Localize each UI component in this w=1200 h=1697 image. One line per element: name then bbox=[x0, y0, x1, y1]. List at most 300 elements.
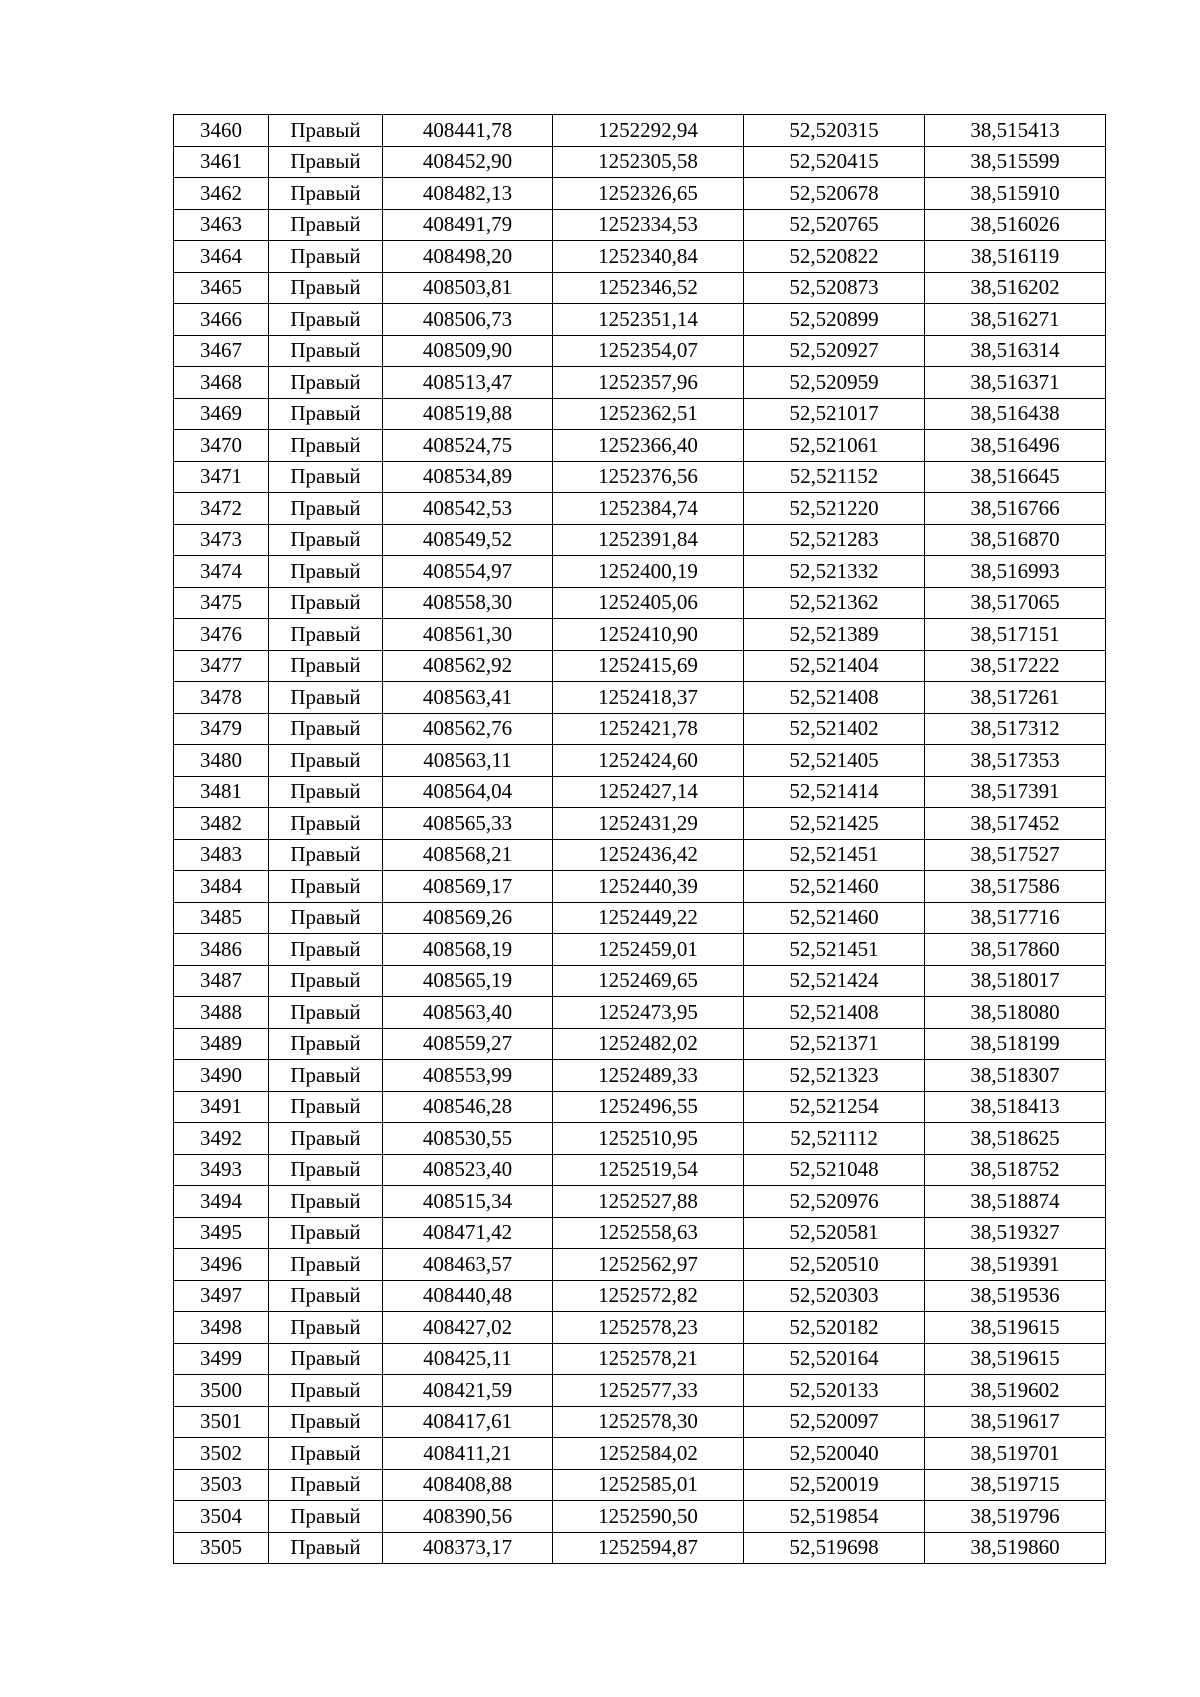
table-row bbox=[174, 808, 1106, 840]
point-number-cell: 3482 bbox=[174, 808, 269, 840]
side-cell: Правый bbox=[269, 839, 383, 871]
point-number-cell: 3488 bbox=[174, 997, 269, 1029]
x-coordinate-cell: 408452,90 bbox=[383, 146, 553, 178]
side-cell: Правый bbox=[269, 934, 383, 966]
longitude-cell: 38,515910 bbox=[925, 178, 1106, 210]
point-number-cell: 3478 bbox=[174, 682, 269, 714]
point-number-cell: 3465 bbox=[174, 272, 269, 304]
x-coordinate-cell: 408563,41 bbox=[383, 682, 553, 714]
table-row bbox=[174, 1280, 1106, 1312]
y-coordinate-cell: 1252415,69 bbox=[553, 650, 744, 682]
point-number-cell: 3460 bbox=[174, 115, 269, 147]
side-cell: Правый bbox=[269, 902, 383, 934]
y-coordinate-cell: 1252366,40 bbox=[553, 430, 744, 462]
longitude-cell: 38,516202 bbox=[925, 272, 1106, 304]
latitude-cell: 52,521112 bbox=[744, 1123, 925, 1155]
point-number-cell: 3470 bbox=[174, 430, 269, 462]
latitude-cell: 52,520927 bbox=[744, 335, 925, 367]
table-row bbox=[174, 1217, 1106, 1249]
side-cell: Правый bbox=[269, 146, 383, 178]
table-row bbox=[174, 209, 1106, 241]
side-cell: Правый bbox=[269, 1249, 383, 1281]
longitude-cell: 38,516870 bbox=[925, 524, 1106, 556]
x-coordinate-cell: 408471,42 bbox=[383, 1217, 553, 1249]
y-coordinate-cell: 1252440,39 bbox=[553, 871, 744, 903]
side-cell: Правый bbox=[269, 1028, 383, 1060]
y-coordinate-cell: 1252391,84 bbox=[553, 524, 744, 556]
point-number-cell: 3466 bbox=[174, 304, 269, 336]
longitude-cell: 38,517391 bbox=[925, 776, 1106, 808]
side-cell: Правый bbox=[269, 1312, 383, 1344]
x-coordinate-cell: 408421,59 bbox=[383, 1375, 553, 1407]
latitude-cell: 52,520040 bbox=[744, 1438, 925, 1470]
y-coordinate-cell: 1252585,01 bbox=[553, 1469, 744, 1501]
x-coordinate-cell: 408562,76 bbox=[383, 713, 553, 745]
x-coordinate-cell: 408515,34 bbox=[383, 1186, 553, 1218]
side-cell: Правый bbox=[269, 367, 383, 399]
table-row bbox=[174, 1375, 1106, 1407]
x-coordinate-cell: 408549,52 bbox=[383, 524, 553, 556]
table-row bbox=[174, 745, 1106, 777]
longitude-cell: 38,516271 bbox=[925, 304, 1106, 336]
point-number-cell: 3489 bbox=[174, 1028, 269, 1060]
latitude-cell: 52,521460 bbox=[744, 871, 925, 903]
latitude-cell: 52,521425 bbox=[744, 808, 925, 840]
y-coordinate-cell: 1252459,01 bbox=[553, 934, 744, 966]
longitude-cell: 38,519615 bbox=[925, 1343, 1106, 1375]
longitude-cell: 38,519602 bbox=[925, 1375, 1106, 1407]
point-number-cell: 3484 bbox=[174, 871, 269, 903]
point-number-cell: 3504 bbox=[174, 1501, 269, 1533]
y-coordinate-cell: 1252421,78 bbox=[553, 713, 744, 745]
side-cell: Правый bbox=[269, 304, 383, 336]
longitude-cell: 38,516645 bbox=[925, 461, 1106, 493]
x-coordinate-cell: 408565,33 bbox=[383, 808, 553, 840]
y-coordinate-cell: 1252351,14 bbox=[553, 304, 744, 336]
y-coordinate-cell: 1252346,52 bbox=[553, 272, 744, 304]
table-row bbox=[174, 713, 1106, 745]
longitude-cell: 38,517222 bbox=[925, 650, 1106, 682]
point-number-cell: 3485 bbox=[174, 902, 269, 934]
longitude-cell: 38,516993 bbox=[925, 556, 1106, 588]
latitude-cell: 52,520976 bbox=[744, 1186, 925, 1218]
latitude-cell: 52,519854 bbox=[744, 1501, 925, 1533]
longitude-cell: 38,519701 bbox=[925, 1438, 1106, 1470]
longitude-cell: 38,517353 bbox=[925, 745, 1106, 777]
latitude-cell: 52,520822 bbox=[744, 241, 925, 273]
y-coordinate-cell: 1252384,74 bbox=[553, 493, 744, 525]
x-coordinate-cell: 408561,30 bbox=[383, 619, 553, 651]
point-number-cell: 3474 bbox=[174, 556, 269, 588]
table-row bbox=[174, 241, 1106, 273]
x-coordinate-cell: 408554,97 bbox=[383, 556, 553, 588]
side-cell: Правый bbox=[269, 556, 383, 588]
latitude-cell: 52,520899 bbox=[744, 304, 925, 336]
latitude-cell: 52,520315 bbox=[744, 115, 925, 147]
side-cell: Правый bbox=[269, 965, 383, 997]
y-coordinate-cell: 1252510,95 bbox=[553, 1123, 744, 1155]
x-coordinate-cell: 408524,75 bbox=[383, 430, 553, 462]
side-cell: Правый bbox=[269, 241, 383, 273]
longitude-cell: 38,516766 bbox=[925, 493, 1106, 525]
y-coordinate-cell: 1252496,55 bbox=[553, 1091, 744, 1123]
table-row bbox=[174, 619, 1106, 651]
point-number-cell: 3490 bbox=[174, 1060, 269, 1092]
table-row bbox=[174, 398, 1106, 430]
longitude-cell: 38,518307 bbox=[925, 1060, 1106, 1092]
y-coordinate-cell: 1252354,07 bbox=[553, 335, 744, 367]
y-coordinate-cell: 1252578,21 bbox=[553, 1343, 744, 1375]
longitude-cell: 38,517151 bbox=[925, 619, 1106, 651]
coordinates-table-body bbox=[174, 115, 1106, 1564]
x-coordinate-cell: 408425,11 bbox=[383, 1343, 553, 1375]
x-coordinate-cell: 408563,11 bbox=[383, 745, 553, 777]
point-number-cell: 3467 bbox=[174, 335, 269, 367]
side-cell: Правый bbox=[269, 1501, 383, 1533]
point-number-cell: 3464 bbox=[174, 241, 269, 273]
y-coordinate-cell: 1252584,02 bbox=[553, 1438, 744, 1470]
longitude-cell: 38,516314 bbox=[925, 335, 1106, 367]
side-cell: Правый bbox=[269, 1406, 383, 1438]
table-row bbox=[174, 650, 1106, 682]
point-number-cell: 3486 bbox=[174, 934, 269, 966]
latitude-cell: 52,521254 bbox=[744, 1091, 925, 1123]
side-cell: Правый bbox=[269, 398, 383, 430]
longitude-cell: 38,515599 bbox=[925, 146, 1106, 178]
table-row bbox=[174, 1028, 1106, 1060]
longitude-cell: 38,517261 bbox=[925, 682, 1106, 714]
longitude-cell: 38,517586 bbox=[925, 871, 1106, 903]
y-coordinate-cell: 1252469,65 bbox=[553, 965, 744, 997]
x-coordinate-cell: 408542,53 bbox=[383, 493, 553, 525]
point-number-cell: 3492 bbox=[174, 1123, 269, 1155]
table-row bbox=[174, 178, 1106, 210]
side-cell: Правый bbox=[269, 493, 383, 525]
point-number-cell: 3500 bbox=[174, 1375, 269, 1407]
table-row bbox=[174, 997, 1106, 1029]
side-cell: Правый bbox=[269, 808, 383, 840]
table-row bbox=[174, 115, 1106, 147]
side-cell: Правый bbox=[269, 430, 383, 462]
latitude-cell: 52,520097 bbox=[744, 1406, 925, 1438]
table-row bbox=[174, 1249, 1106, 1281]
table-row bbox=[174, 871, 1106, 903]
y-coordinate-cell: 1252418,37 bbox=[553, 682, 744, 714]
y-coordinate-cell: 1252562,97 bbox=[553, 1249, 744, 1281]
latitude-cell: 52,521371 bbox=[744, 1028, 925, 1060]
x-coordinate-cell: 408417,61 bbox=[383, 1406, 553, 1438]
y-coordinate-cell: 1252376,56 bbox=[553, 461, 744, 493]
y-coordinate-cell: 1252594,87 bbox=[553, 1532, 744, 1564]
point-number-cell: 3468 bbox=[174, 367, 269, 399]
longitude-cell: 38,516496 bbox=[925, 430, 1106, 462]
point-number-cell: 3495 bbox=[174, 1217, 269, 1249]
latitude-cell: 52,520182 bbox=[744, 1312, 925, 1344]
side-cell: Правый bbox=[269, 1060, 383, 1092]
longitude-cell: 38,517527 bbox=[925, 839, 1106, 871]
y-coordinate-cell: 1252292,94 bbox=[553, 115, 744, 147]
x-coordinate-cell: 408509,90 bbox=[383, 335, 553, 367]
side-cell: Правый bbox=[269, 619, 383, 651]
x-coordinate-cell: 408491,79 bbox=[383, 209, 553, 241]
latitude-cell: 52,521451 bbox=[744, 934, 925, 966]
point-number-cell: 3503 bbox=[174, 1469, 269, 1501]
y-coordinate-cell: 1252527,88 bbox=[553, 1186, 744, 1218]
x-coordinate-cell: 408568,19 bbox=[383, 934, 553, 966]
table-row bbox=[174, 304, 1106, 336]
table-row bbox=[174, 776, 1106, 808]
x-coordinate-cell: 408506,73 bbox=[383, 304, 553, 336]
point-number-cell: 3476 bbox=[174, 619, 269, 651]
x-coordinate-cell: 408568,21 bbox=[383, 839, 553, 871]
point-number-cell: 3479 bbox=[174, 713, 269, 745]
longitude-cell: 38,517860 bbox=[925, 934, 1106, 966]
longitude-cell: 38,518080 bbox=[925, 997, 1106, 1029]
table-row bbox=[174, 146, 1106, 178]
x-coordinate-cell: 408482,13 bbox=[383, 178, 553, 210]
table-row bbox=[174, 461, 1106, 493]
side-cell: Правый bbox=[269, 1469, 383, 1501]
x-coordinate-cell: 408427,02 bbox=[383, 1312, 553, 1344]
side-cell: Правый bbox=[269, 1532, 383, 1564]
y-coordinate-cell: 1252410,90 bbox=[553, 619, 744, 651]
y-coordinate-cell: 1252572,82 bbox=[553, 1280, 744, 1312]
side-cell: Правый bbox=[269, 713, 383, 745]
longitude-cell: 38,517716 bbox=[925, 902, 1106, 934]
point-number-cell: 3498 bbox=[174, 1312, 269, 1344]
latitude-cell: 52,521451 bbox=[744, 839, 925, 871]
x-coordinate-cell: 408441,78 bbox=[383, 115, 553, 147]
point-number-cell: 3463 bbox=[174, 209, 269, 241]
latitude-cell: 52,521408 bbox=[744, 997, 925, 1029]
y-coordinate-cell: 1252590,50 bbox=[553, 1501, 744, 1533]
latitude-cell: 52,521460 bbox=[744, 902, 925, 934]
x-coordinate-cell: 408564,04 bbox=[383, 776, 553, 808]
y-coordinate-cell: 1252489,33 bbox=[553, 1060, 744, 1092]
side-cell: Правый bbox=[269, 776, 383, 808]
latitude-cell: 52,521048 bbox=[744, 1154, 925, 1186]
longitude-cell: 38,519615 bbox=[925, 1312, 1106, 1344]
side-cell: Правый bbox=[269, 524, 383, 556]
x-coordinate-cell: 408559,27 bbox=[383, 1028, 553, 1060]
table-row bbox=[174, 587, 1106, 619]
table-row bbox=[174, 1060, 1106, 1092]
point-number-cell: 3493 bbox=[174, 1154, 269, 1186]
x-coordinate-cell: 408373,17 bbox=[383, 1532, 553, 1564]
table-row bbox=[174, 493, 1106, 525]
table-row bbox=[174, 682, 1106, 714]
x-coordinate-cell: 408408,88 bbox=[383, 1469, 553, 1501]
latitude-cell: 52,521404 bbox=[744, 650, 925, 682]
latitude-cell: 52,521389 bbox=[744, 619, 925, 651]
latitude-cell: 52,521424 bbox=[744, 965, 925, 997]
longitude-cell: 38,516438 bbox=[925, 398, 1106, 430]
longitude-cell: 38,519391 bbox=[925, 1249, 1106, 1281]
latitude-cell: 52,521405 bbox=[744, 745, 925, 777]
latitude-cell: 52,520133 bbox=[744, 1375, 925, 1407]
y-coordinate-cell: 1252427,14 bbox=[553, 776, 744, 808]
side-cell: Правый bbox=[269, 1375, 383, 1407]
point-number-cell: 3477 bbox=[174, 650, 269, 682]
y-coordinate-cell: 1252400,19 bbox=[553, 556, 744, 588]
point-number-cell: 3469 bbox=[174, 398, 269, 430]
point-number-cell: 3501 bbox=[174, 1406, 269, 1438]
point-number-cell: 3496 bbox=[174, 1249, 269, 1281]
longitude-cell: 38,517312 bbox=[925, 713, 1106, 745]
latitude-cell: 52,521402 bbox=[744, 713, 925, 745]
x-coordinate-cell: 408519,88 bbox=[383, 398, 553, 430]
side-cell: Правый bbox=[269, 871, 383, 903]
side-cell: Правый bbox=[269, 1123, 383, 1155]
latitude-cell: 52,521408 bbox=[744, 682, 925, 714]
table-row bbox=[174, 1154, 1106, 1186]
x-coordinate-cell: 408569,17 bbox=[383, 871, 553, 903]
longitude-cell: 38,516119 bbox=[925, 241, 1106, 273]
latitude-cell: 52,521017 bbox=[744, 398, 925, 430]
table-row bbox=[174, 1532, 1106, 1564]
y-coordinate-cell: 1252405,06 bbox=[553, 587, 744, 619]
side-cell: Правый bbox=[269, 178, 383, 210]
table-row bbox=[174, 430, 1106, 462]
x-coordinate-cell: 408513,47 bbox=[383, 367, 553, 399]
x-coordinate-cell: 408463,57 bbox=[383, 1249, 553, 1281]
point-number-cell: 3473 bbox=[174, 524, 269, 556]
y-coordinate-cell: 1252340,84 bbox=[553, 241, 744, 273]
point-number-cell: 3497 bbox=[174, 1280, 269, 1312]
longitude-cell: 38,519715 bbox=[925, 1469, 1106, 1501]
table-row bbox=[174, 556, 1106, 588]
side-cell: Правый bbox=[269, 1343, 383, 1375]
x-coordinate-cell: 408503,81 bbox=[383, 272, 553, 304]
table-row bbox=[174, 1406, 1106, 1438]
table-row bbox=[174, 1123, 1106, 1155]
longitude-cell: 38,519617 bbox=[925, 1406, 1106, 1438]
point-number-cell: 3472 bbox=[174, 493, 269, 525]
latitude-cell: 52,520019 bbox=[744, 1469, 925, 1501]
side-cell: Правый bbox=[269, 1438, 383, 1470]
table-row bbox=[174, 965, 1106, 997]
latitude-cell: 52,520581 bbox=[744, 1217, 925, 1249]
coordinates-table bbox=[173, 114, 1106, 1564]
latitude-cell: 52,520415 bbox=[744, 146, 925, 178]
side-cell: Правый bbox=[269, 650, 383, 682]
x-coordinate-cell: 408411,21 bbox=[383, 1438, 553, 1470]
latitude-cell: 52,519698 bbox=[744, 1532, 925, 1564]
point-number-cell: 3462 bbox=[174, 178, 269, 210]
latitude-cell: 52,520678 bbox=[744, 178, 925, 210]
longitude-cell: 38,517065 bbox=[925, 587, 1106, 619]
table-row bbox=[174, 1438, 1106, 1470]
side-cell: Правый bbox=[269, 115, 383, 147]
latitude-cell: 52,520164 bbox=[744, 1343, 925, 1375]
y-coordinate-cell: 1252424,60 bbox=[553, 745, 744, 777]
point-number-cell: 3483 bbox=[174, 839, 269, 871]
longitude-cell: 38,518752 bbox=[925, 1154, 1106, 1186]
x-coordinate-cell: 408553,99 bbox=[383, 1060, 553, 1092]
side-cell: Правый bbox=[269, 587, 383, 619]
y-coordinate-cell: 1252519,54 bbox=[553, 1154, 744, 1186]
latitude-cell: 52,521414 bbox=[744, 776, 925, 808]
point-number-cell: 3475 bbox=[174, 587, 269, 619]
x-coordinate-cell: 408569,26 bbox=[383, 902, 553, 934]
longitude-cell: 38,519327 bbox=[925, 1217, 1106, 1249]
longitude-cell: 38,516026 bbox=[925, 209, 1106, 241]
point-number-cell: 3480 bbox=[174, 745, 269, 777]
longitude-cell: 38,518874 bbox=[925, 1186, 1106, 1218]
table-row bbox=[174, 335, 1106, 367]
latitude-cell: 52,520873 bbox=[744, 272, 925, 304]
latitude-cell: 52,520510 bbox=[744, 1249, 925, 1281]
point-number-cell: 3499 bbox=[174, 1343, 269, 1375]
table-row bbox=[174, 367, 1106, 399]
y-coordinate-cell: 1252334,53 bbox=[553, 209, 744, 241]
longitude-cell: 38,517452 bbox=[925, 808, 1106, 840]
side-cell: Правый bbox=[269, 745, 383, 777]
latitude-cell: 52,521220 bbox=[744, 493, 925, 525]
side-cell: Правый bbox=[269, 335, 383, 367]
table-row bbox=[174, 1091, 1106, 1123]
latitude-cell: 52,521332 bbox=[744, 556, 925, 588]
side-cell: Правый bbox=[269, 272, 383, 304]
longitude-cell: 38,519536 bbox=[925, 1280, 1106, 1312]
longitude-cell: 38,516371 bbox=[925, 367, 1106, 399]
point-number-cell: 3491 bbox=[174, 1091, 269, 1123]
side-cell: Правый bbox=[269, 997, 383, 1029]
x-coordinate-cell: 408530,55 bbox=[383, 1123, 553, 1155]
side-cell: Правый bbox=[269, 1280, 383, 1312]
side-cell: Правый bbox=[269, 209, 383, 241]
longitude-cell: 38,519860 bbox=[925, 1532, 1106, 1564]
table-row bbox=[174, 839, 1106, 871]
latitude-cell: 52,521362 bbox=[744, 587, 925, 619]
point-number-cell: 3502 bbox=[174, 1438, 269, 1470]
table-row bbox=[174, 934, 1106, 966]
y-coordinate-cell: 1252436,42 bbox=[553, 839, 744, 871]
table-row bbox=[174, 524, 1106, 556]
longitude-cell: 38,518413 bbox=[925, 1091, 1106, 1123]
latitude-cell: 52,521283 bbox=[744, 524, 925, 556]
x-coordinate-cell: 408562,92 bbox=[383, 650, 553, 682]
side-cell: Правый bbox=[269, 682, 383, 714]
latitude-cell: 52,520303 bbox=[744, 1280, 925, 1312]
x-coordinate-cell: 408523,40 bbox=[383, 1154, 553, 1186]
y-coordinate-cell: 1252362,51 bbox=[553, 398, 744, 430]
y-coordinate-cell: 1252473,95 bbox=[553, 997, 744, 1029]
y-coordinate-cell: 1252578,30 bbox=[553, 1406, 744, 1438]
side-cell: Правый bbox=[269, 1091, 383, 1123]
y-coordinate-cell: 1252357,96 bbox=[553, 367, 744, 399]
x-coordinate-cell: 408440,48 bbox=[383, 1280, 553, 1312]
y-coordinate-cell: 1252449,22 bbox=[553, 902, 744, 934]
side-cell: Правый bbox=[269, 461, 383, 493]
latitude-cell: 52,521323 bbox=[744, 1060, 925, 1092]
table-row bbox=[174, 1312, 1106, 1344]
x-coordinate-cell: 408558,30 bbox=[383, 587, 553, 619]
table-row bbox=[174, 1469, 1106, 1501]
table-row bbox=[174, 1501, 1106, 1533]
y-coordinate-cell: 1252305,58 bbox=[553, 146, 744, 178]
x-coordinate-cell: 408498,20 bbox=[383, 241, 553, 273]
x-coordinate-cell: 408390,56 bbox=[383, 1501, 553, 1533]
x-coordinate-cell: 408563,40 bbox=[383, 997, 553, 1029]
point-number-cell: 3494 bbox=[174, 1186, 269, 1218]
latitude-cell: 52,521061 bbox=[744, 430, 925, 462]
longitude-cell: 38,518199 bbox=[925, 1028, 1106, 1060]
table-row bbox=[174, 272, 1106, 304]
latitude-cell: 52,520959 bbox=[744, 367, 925, 399]
table-row bbox=[174, 902, 1106, 934]
longitude-cell: 38,518017 bbox=[925, 965, 1106, 997]
